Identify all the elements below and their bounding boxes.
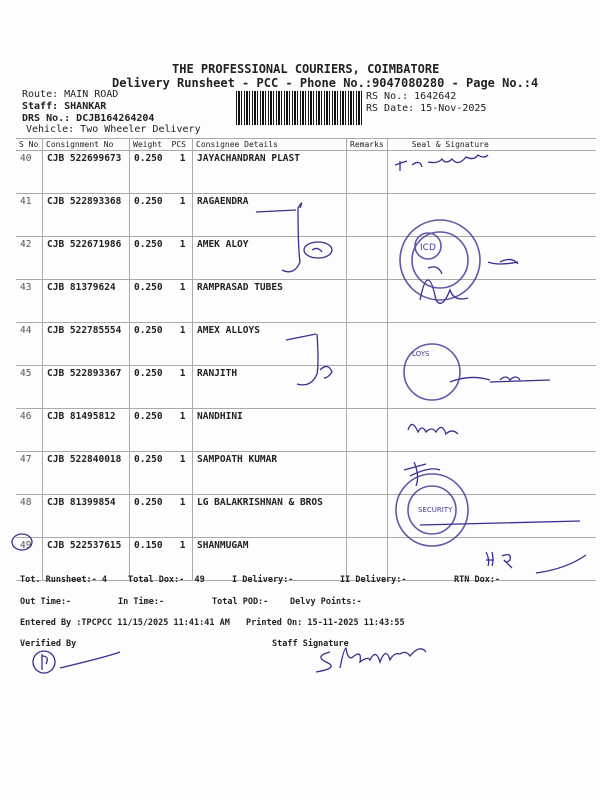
cell-consignee: RAGAENDRA (193, 194, 347, 237)
verified-by-label: Verified By (20, 639, 77, 649)
runsheet-subtitle: Delivery Runsheet - PCC - Phone No.:9047080280 - Page No.:4 (112, 76, 539, 90)
cell-consignment: CJB 522893368 (43, 194, 130, 237)
cell-consignment: CJB 522785554 (43, 323, 130, 366)
col-weight-pcs (130, 139, 193, 151)
cell-consignment: CJB 81379624 (43, 280, 130, 323)
cell-weight: 0.150 (134, 540, 163, 551)
cell-consignment: CJB 81495812 (43, 409, 130, 452)
cell-sno: 49 (16, 538, 43, 581)
cell-consignment: CJB 522699673 (43, 151, 130, 194)
cell-consignee: RAMPRASAD TUBES (193, 280, 347, 323)
cell-weight-pcs (130, 151, 193, 194)
cell-remarks (347, 323, 388, 366)
stamp-text-loys: LOYS (412, 350, 430, 358)
ii-delivery: II Delivery:- (340, 575, 407, 585)
cell-pcs: 1 (179, 196, 186, 207)
cell-seal-signature (387, 409, 596, 452)
cell-remarks (347, 452, 388, 495)
cell-remarks (347, 366, 388, 409)
cell-seal-signature (387, 237, 596, 280)
cell-remarks (347, 237, 388, 280)
tot-runsheet: Tot. Runsheet:- 4 (20, 575, 107, 585)
cell-sno: 44 (16, 323, 43, 366)
total-dox: Total Dox:- 49 (128, 575, 205, 585)
cell-remarks (347, 151, 388, 194)
cell-weight: 0.250 (134, 153, 163, 164)
table-header (16, 139, 596, 151)
cell-weight: 0.250 (134, 368, 163, 379)
cell-pcs: 1 (179, 411, 186, 422)
cell-pcs: 1 (179, 153, 186, 164)
col-seal: Seal & Signature (387, 139, 596, 151)
cell-sno: 40 (16, 151, 43, 194)
cell-seal-signature (387, 495, 596, 538)
col-pcs: PCS (171, 140, 186, 149)
cell-weight: 0.250 (134, 454, 163, 465)
cell-weight-pcs (130, 237, 193, 280)
col-sno: S No (16, 139, 43, 151)
entered-by: Entered By :TPCPCC 11/15/2025 11:41:41 AM (20, 618, 230, 628)
cell-weight-pcs (130, 366, 193, 409)
cell-consignee: AMEK ALOY (193, 237, 347, 280)
out-time: Out Time:- (20, 597, 72, 607)
cell-remarks (347, 409, 388, 452)
col-consignee: Consignee Details (193, 139, 347, 151)
i-delivery: I Delivery:- (232, 575, 294, 585)
cell-sno: 42 (16, 237, 43, 280)
cell-consignment: CJB 522671986 (43, 237, 130, 280)
cell-sno: 43 (16, 280, 43, 323)
cell-weight-pcs (130, 194, 193, 237)
table-row (16, 452, 596, 495)
cell-pcs: 1 (179, 540, 186, 551)
cell-weight-pcs (130, 495, 193, 538)
col-consignment: Consignment No (43, 139, 130, 151)
col-remarks: Remarks (347, 139, 388, 151)
cell-consignee: RANJITH (193, 366, 347, 409)
cell-weight: 0.250 (134, 497, 163, 508)
printed-on: Printed On: 15-11-2025 11:43:55 (246, 618, 405, 628)
cell-sno: 48 (16, 495, 43, 538)
table-row (16, 323, 596, 366)
runsheet-table (16, 138, 596, 581)
cell-pcs: 1 (179, 325, 186, 336)
cell-consignee: SHANMUGAM (193, 538, 347, 581)
company-name: THE PROFESSIONAL COURIERS, COIMBATORE (172, 62, 440, 76)
stamp-text-security: SECURITY (418, 506, 453, 514)
drs-number: DRS No.: DCJB164264204 (22, 113, 155, 124)
rtn-dox: RTN Dox:- (454, 575, 501, 585)
stamp-text-icd: ICD (420, 243, 436, 253)
staff-signature-ink (316, 648, 426, 672)
cell-pcs: 1 (179, 368, 186, 379)
cell-remarks (347, 495, 388, 538)
cell-pcs: 1 (179, 454, 186, 465)
cell-consignee: AMEX ALLOYS (193, 323, 347, 366)
verified-signature (60, 652, 120, 668)
cell-sno: 47 (16, 452, 43, 495)
route: Route: MAIN ROAD (22, 89, 119, 100)
cell-remarks (347, 194, 388, 237)
cell-weight-pcs (130, 323, 193, 366)
cell-pcs: 1 (179, 282, 186, 293)
cell-weight: 0.250 (134, 239, 163, 250)
cell-remarks (347, 280, 388, 323)
cell-sno: 46 (16, 409, 43, 452)
cell-seal-signature (387, 151, 596, 194)
in-time: In Time:- (118, 597, 165, 607)
cell-consignment: CJB 522537615 (43, 538, 130, 581)
cell-pcs: 1 (179, 239, 186, 250)
table-row (16, 409, 596, 452)
vehicle: Vehicle: Two Wheeler Delivery (26, 124, 201, 135)
cell-consignment: CJB 522893367 (43, 366, 130, 409)
cell-consignment: CJB 522840018 (43, 452, 130, 495)
cell-sno: 41 (16, 194, 43, 237)
cell-seal-signature (387, 280, 596, 323)
table-row (16, 194, 596, 237)
cell-seal-signature (387, 452, 596, 495)
table-row (16, 366, 596, 409)
cell-weight: 0.250 (134, 282, 163, 293)
staff-signature-label: Staff Signature (272, 639, 349, 649)
table-row (16, 280, 596, 323)
cell-weight-pcs (130, 280, 193, 323)
cell-consignee: LG BALAKRISHNAN & BROS (193, 495, 347, 538)
table-row (16, 237, 596, 280)
barcode (236, 91, 364, 125)
cell-pcs: 1 (179, 497, 186, 508)
cell-consignment: CJB 81399854 (43, 495, 130, 538)
rs-number: RS No.: 1642642 (366, 91, 457, 102)
cell-seal-signature (387, 194, 596, 237)
cell-consignee: NANDHINI (193, 409, 347, 452)
rs-date: RS Date: 15-Nov-2025 (366, 103, 487, 114)
cell-seal-signature (387, 323, 596, 366)
col-weight: Weight (133, 140, 162, 149)
table-row (16, 151, 596, 194)
delvy-points: Delvy Points:- (290, 597, 362, 607)
cell-weight: 0.250 (134, 325, 163, 336)
cell-weight: 0.250 (134, 411, 163, 422)
total-pod: Total POD:- (212, 597, 269, 607)
staff: Staff: SHANKAR (22, 101, 107, 112)
cell-weight-pcs (130, 452, 193, 495)
cell-seal-signature (387, 366, 596, 409)
table-row (16, 495, 596, 538)
cell-consignee: SAMPOATH KUMAR (193, 452, 347, 495)
cell-consignee: JAYACHANDRAN PLAST (193, 151, 347, 194)
cell-weight: 0.250 (134, 196, 163, 207)
cell-sno: 45 (16, 366, 43, 409)
cell-weight-pcs (130, 409, 193, 452)
